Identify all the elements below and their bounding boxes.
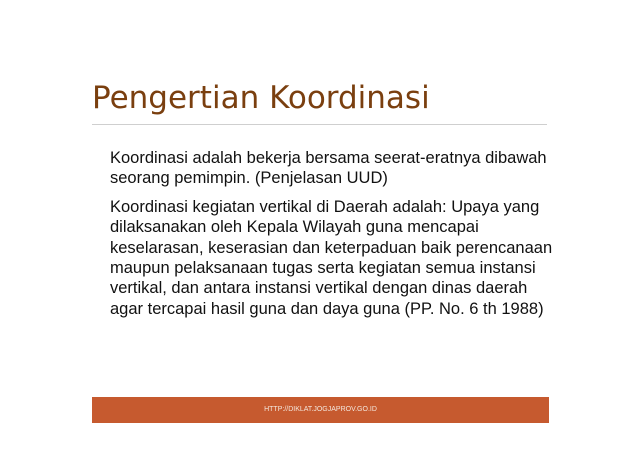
- title-divider: [92, 124, 547, 125]
- footer-url[interactable]: HTTP://DIKLAT.JOGJAPROV.GO.ID: [264, 406, 377, 413]
- footer-bar: [92, 397, 549, 423]
- vertical-coordination-paragraph: Koordinasi kegiatan vertikal di Daerah adalah: Upaya yang dilaksanakan oleh Kepala Wilayah guna mencapai keselarasan, keserasian dan keterpaduan baik perencanaan maupun pelaksanaan tugas serta kegiatan semua instansi vertikal, dan antara instansi vertikal dengan dinas daerah agar tercapai hasil guna dan daya guna (PP. No. 6 th 1988): [110, 197, 553, 318]
- slide-title: Pengertian Koordinasi: [92, 80, 430, 116]
- slide-body: [110, 148, 555, 327]
- definition-paragraph: Koordinasi adalah bekerja bersama seerat-eratnya dibawah seorang pemimpin. (Penjelasan UUD): [110, 149, 547, 188]
